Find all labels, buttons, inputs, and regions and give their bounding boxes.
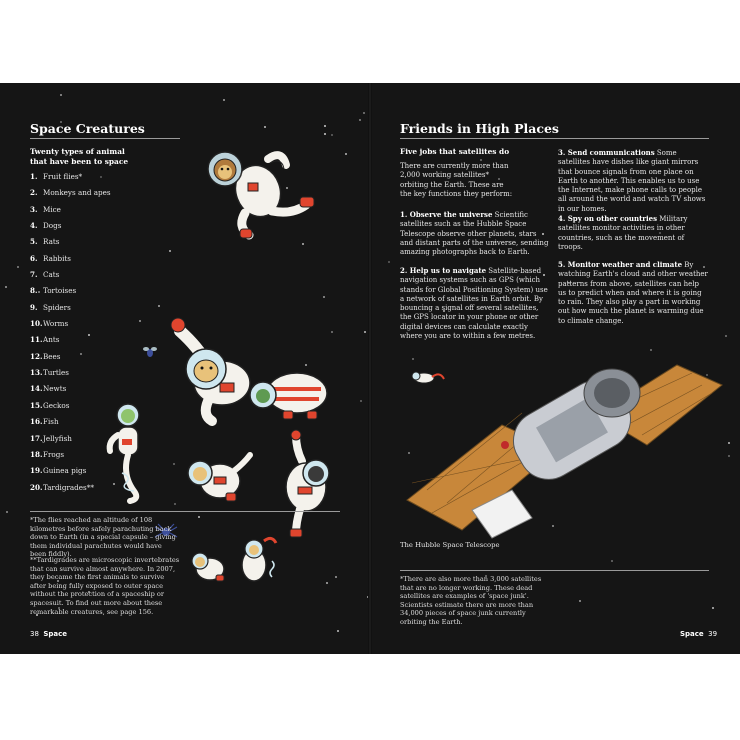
animal-list-item	[30, 401, 111, 417]
satellite-subtitle: Five jobs that satellites do	[400, 147, 510, 156]
animal-name: Spiders	[43, 302, 71, 312]
animal-name: Worms	[43, 319, 69, 329]
animal-list-item	[30, 205, 111, 221]
hubble-telescope-icon	[402, 355, 722, 545]
animal-name: Rats	[43, 237, 60, 247]
monkey-astronaut-icon	[200, 141, 330, 241]
title-rule	[400, 138, 709, 139]
animal-number: 10.	[30, 319, 43, 329]
animal-number: 9.	[30, 302, 38, 312]
animal-name: Bees	[43, 351, 61, 361]
animal-number: 8.	[30, 286, 38, 296]
animal-list-item	[30, 335, 111, 351]
animal-number: 2.	[30, 188, 38, 198]
worm-icon	[118, 471, 138, 493]
animal-list-item	[30, 352, 111, 368]
left-page	[0, 83, 370, 654]
footnote-rule	[400, 570, 709, 571]
animal-name: Tortoises	[43, 286, 77, 296]
rabbit-astronaut-icon	[176, 447, 256, 507]
animal-list-item	[30, 368, 111, 384]
animal-number: 7.	[30, 270, 38, 280]
animal-name: Tardigrades**	[43, 482, 94, 492]
animal-list-item	[30, 434, 111, 450]
animal-number: 5.	[30, 237, 38, 247]
fly-icon	[142, 345, 158, 359]
right-page-number: Space 39	[680, 630, 718, 638]
animal-number: 16.	[30, 417, 43, 427]
animal-number: 20.	[30, 482, 43, 492]
left-page-number: 38 Space	[30, 630, 68, 638]
animal-name: Rabbits	[43, 253, 71, 263]
animal-name: Geckos	[43, 400, 70, 410]
footnote-space-junk: *There are also more than 3,000 satellites that are no longer working. These dead satellites are examples of 'space junk'. Scientists estimate there are more than 34,000 pieces of space junk currently orbiting the Earth.	[400, 575, 542, 626]
frog-astronaut-icon	[186, 545, 230, 585]
animal-name: Frogs	[43, 449, 65, 459]
job-observe: 1. Observe the universe Scientific satellites such as the Hubble Space Telescope observe other planets, stars and distant parts of the universe, sending amazing photographs back to Earth.	[400, 210, 549, 257]
animal-list-item	[30, 319, 111, 335]
animal-list-item	[30, 417, 111, 433]
animal-number: 1.	[30, 172, 38, 181]
animal-number: 19.	[30, 466, 43, 476]
job-weather: 5. Monitor weather and climate By watching Earth's cloud and other weather patterns from above, satellites can help us to predict when and where it is going to rain. They also play a part in working out how much the planet is warming due to climate change.	[558, 260, 708, 325]
tiny-astronaut-icon	[410, 368, 446, 388]
animal-name: Dogs	[43, 221, 62, 231]
animal-list-item	[30, 450, 111, 466]
title-rule	[30, 138, 180, 139]
book-spread	[0, 83, 740, 654]
right-page	[370, 83, 740, 654]
animal-name: Monkeys and apes	[43, 188, 111, 198]
animal-list-item	[30, 188, 111, 204]
satellite-intro: There are currently more than 2,000 working satellites* orbiting the Earth. These are the key functions they perform:	[400, 162, 513, 198]
hubble-caption: The Hubble Space Telescope	[400, 541, 500, 549]
animal-list	[30, 172, 111, 499]
animal-number: 3.	[30, 204, 38, 214]
animal-list-item	[30, 270, 111, 286]
animal-name: Guinea pigs	[43, 466, 87, 476]
animal-number: 13.	[30, 368, 43, 378]
animal-name: Fruit flies*	[43, 172, 83, 181]
right-page-title: Friends in High Places	[400, 121, 559, 136]
animal-number: 15.	[30, 400, 43, 410]
animal-list-item	[30, 172, 111, 188]
footnote-tardigrades: **Tardigrades are microscopic invertebrates that can survive almost anywhere. In 2007, they became the first animals to survive after being fully exposed to outer space without the protection of a spaceship or spacesuit. To find out more about these remarkable creatures, see page 156.	[30, 556, 180, 616]
footnote-flies: *The flies reached an altitude of 108 kilometres before safely parachuting back down to Earth (in a special capsule – giving them individual parachutes would have been fiddly).	[30, 516, 176, 559]
animal-number: 18.	[30, 449, 43, 459]
left-page-title: Space Creatures	[30, 121, 145, 136]
job-communications: 3. Send communications Some satellites have dishes like giant mirrors that bounce signals from one place on Earth to another. This enables us to use the Internet, make phone calls to people all around the world and watch TV shows in our homes.	[558, 148, 706, 213]
mouse-astronaut-icon	[228, 531, 278, 589]
footnote-rule	[30, 511, 340, 512]
animal-name: Mice	[43, 204, 61, 214]
tortoise-astronaut-icon	[245, 361, 335, 421]
animal-list-item	[30, 483, 111, 499]
animal-number: 14.	[30, 384, 43, 394]
job-spy: 4. Spy on other countries Military satellites monitor activities in other countries, such as the movement of troops.	[558, 214, 688, 251]
animal-name: Jellyfish	[43, 433, 72, 443]
animal-number: 4.	[30, 221, 38, 231]
animal-number: 11.	[30, 335, 43, 345]
animal-list-item	[30, 466, 111, 482]
animal-number: 17.	[30, 433, 43, 443]
animal-name: Newts	[43, 384, 67, 394]
animal-list-item	[30, 237, 111, 253]
animal-list-item	[30, 286, 111, 302]
animal-name: Fish	[43, 417, 59, 427]
animal-name: Turtles	[43, 368, 69, 378]
animal-list-item	[30, 384, 111, 400]
animal-list-subtitle: Twenty types of animal that have been to space	[30, 147, 129, 166]
animal-number: 12.	[30, 351, 43, 361]
animal-list-item	[30, 221, 111, 237]
animal-list-item	[30, 254, 111, 270]
animal-list-item	[30, 303, 111, 319]
animal-number: 6.	[30, 253, 38, 263]
animal-name: Ants	[43, 335, 60, 345]
cat-astronaut-icon	[270, 429, 340, 539]
job-navigate: 2. Help us to navigate Satellite-based navigation systems such as GPS (which stands for Global Positioning System) use a network of satellites in Earth orbit. By bouncing a signal off several satellites, the GPS locator in your phone or other digital devices can calculate exactly where you are to within a few metres.	[400, 266, 548, 341]
animal-name: Cats	[43, 270, 60, 280]
